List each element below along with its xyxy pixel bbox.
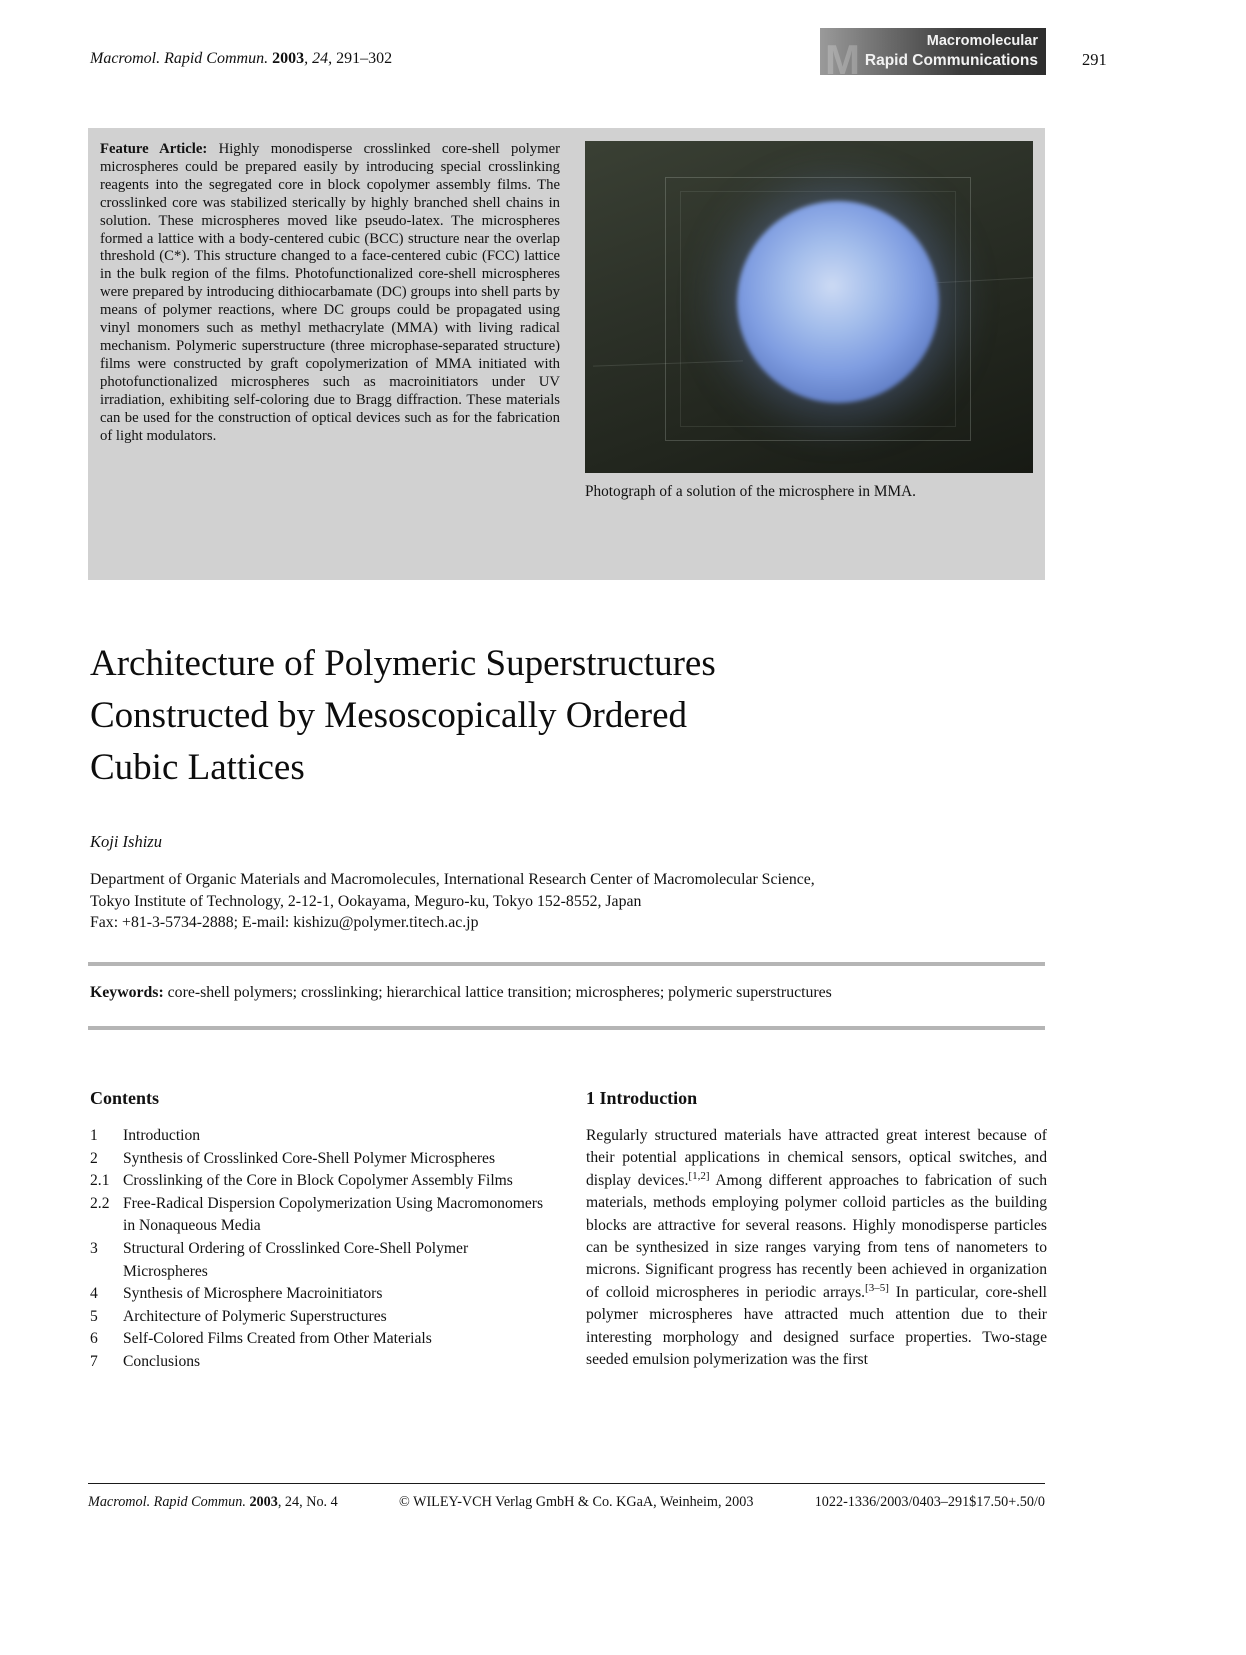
journal-logo bbox=[820, 28, 1046, 75]
contents-item-text: Structural Ordering of Crosslinked Core-Shell Polymer Microspheres bbox=[123, 1239, 469, 1280]
abstract-body: Highly monodisperse crosslinked core-shell polymer microspheres could be prepared easily by introducing special crosslinking reagents into the segregated core in block copolymer assembly films. The crosslinked core was stabilized sterically by highly branched shell chains in solution. These microspheres moved like pseudo-latex. The microspheres formed a lattice with a body-centered cubic (BCC) structure near the overlap threshold (C*). This structure changed to a face-centered cubic (FCC) lattice in the bulk region of the films. Photofunctionalized core-shell microspheres were prepared by introducing dithiocarbamate (DC) groups into shell parts by means of polymer reactions, where DC groups could be propagated using vinyl monomers such as methyl methacrylate (MMA) with living radical mechanism. Polymeric superstructure (three microphase-separated structure) films were constructed by graft copolymerization of MMA initiated with photofunctionalized microspheres such as macroinitiators under UV irradiation, exhibiting self-coloring due to Bragg diffraction. These materials can be used for the construction of optical devices such as for the fabrication of light modulators. bbox=[100, 141, 560, 444]
contents-item-number: 4 bbox=[90, 1285, 98, 1303]
figure-caption: Photograph of a solution of the microsphere in MMA. bbox=[585, 483, 916, 500]
contents-item bbox=[90, 1148, 556, 1171]
contents-item-number: 6 bbox=[90, 1330, 98, 1348]
figure-column bbox=[585, 141, 1033, 566]
affiliation-line-1: Department of Organic Materials and Macromolecules, International Research Center of Macromolecular Science, bbox=[90, 871, 815, 888]
contents-column bbox=[90, 1088, 556, 1374]
header-journal-volume: , 24 bbox=[304, 50, 329, 67]
contents-item bbox=[90, 1238, 556, 1283]
contents-heading: Contents bbox=[90, 1088, 160, 1108]
divider-rule-bottom bbox=[88, 1026, 1045, 1030]
contents-item-number: 3 bbox=[90, 1239, 98, 1257]
footer-issn-code: 1022-1336/2003/0403–291$17.50+.50/0 bbox=[814, 1494, 1045, 1510]
contents-item-number: 2.2 bbox=[90, 1194, 110, 1212]
abstract-box bbox=[88, 128, 1045, 580]
contents-item bbox=[90, 1306, 556, 1329]
contents-item-number: 5 bbox=[90, 1307, 98, 1325]
footer bbox=[88, 1494, 1045, 1511]
microsphere-photo bbox=[585, 141, 1033, 473]
keywords-label: Keywords: bbox=[90, 984, 164, 1001]
contents-item bbox=[90, 1328, 556, 1351]
abstract-label: Feature Article: bbox=[100, 141, 208, 157]
author-name: Koji Ishizu bbox=[90, 832, 162, 851]
citation-ref-2: [3–5] bbox=[865, 1281, 889, 1294]
contents-item bbox=[90, 1351, 556, 1374]
contents-item-text: Architecture of Polymeric Superstructures bbox=[123, 1307, 387, 1325]
header-journal-year: 2003 bbox=[268, 50, 305, 67]
affiliation-line-2: Tokyo Institute of Technology, 2-12-1, Ookayama, Meguro-ku, Tokyo 152-8552, Japan bbox=[90, 892, 642, 910]
contents-item-number: 2 bbox=[90, 1149, 98, 1167]
contents-item bbox=[90, 1193, 556, 1238]
contents-item-number: 1 bbox=[90, 1127, 98, 1144]
contents-item-number: 2.1 bbox=[90, 1172, 110, 1190]
contents-list bbox=[90, 1125, 556, 1374]
contents-item-text: Free-Radical Dispersion Copolymerization Using Macromonomers in Nonaqueous Media bbox=[123, 1194, 544, 1235]
page-number: 291 bbox=[1082, 50, 1107, 69]
title-line-1: Architecture of Polymeric Superstructures bbox=[90, 643, 716, 684]
header-journal-ref bbox=[90, 50, 392, 68]
affiliation-line-3: Fax: +81-3-5734-2888; E-mail: kishizu@polymer.titech.ac.jp bbox=[90, 914, 479, 931]
introduction-heading: 1 Introduction bbox=[586, 1088, 698, 1108]
logo-line-macromolecular: Macromolecular bbox=[926, 33, 1038, 49]
contents-item-text: Synthesis of Microsphere Macroinitiators bbox=[123, 1285, 383, 1303]
contents-item-text: Conclusions bbox=[123, 1352, 201, 1370]
affiliation bbox=[90, 869, 1045, 934]
abstract-text bbox=[100, 141, 560, 566]
keywords-text: core-shell polymers; crosslinking; hierarchical lattice transition; microspheres; polymeric superstructures bbox=[163, 984, 832, 1001]
intro-text-2: Among different approaches to fabrication of such materials, methods employing polymer colloid particles as the building blocks are attractive for several reasons. Highly monodisperse particles can be synthesized in size ranges varying from tens of nanometers to microns. Significant progress has recently been achieved in organization of colloid microspheres in periodic arrays. bbox=[586, 1171, 1048, 1301]
blue-microsphere bbox=[737, 201, 939, 403]
logo-watermark-m: M bbox=[825, 36, 860, 75]
contents-item-text: Crosslinking of the Core in Block Copolymer Assembly Films bbox=[123, 1172, 513, 1190]
title-line-3: Cubic Lattices bbox=[90, 747, 305, 788]
contents-item bbox=[90, 1125, 556, 1148]
logo-line-rapid-communications: Rapid Communications bbox=[864, 52, 1038, 69]
header-journal-name: Macromol. Rapid Commun. bbox=[90, 50, 269, 67]
body-columns bbox=[90, 1088, 1047, 1374]
intro-text-1: Regularly structured materials have attracted great interest because of their potential applications in chemical sensors, optical switches, and display devices. bbox=[586, 1127, 1047, 1189]
article-title bbox=[90, 638, 1010, 794]
footer-copyright: © WILEY-VCH Verlag GmbH & Co. KGaA, Weinheim, 2003 bbox=[399, 1494, 754, 1510]
contents-item-number: 7 bbox=[90, 1352, 98, 1370]
footer-rule bbox=[88, 1483, 1045, 1484]
footer-journal-year: 2003 bbox=[245, 1494, 278, 1510]
intro-text-3: In particular, core-shell polymer microspheres have attracted much attention due to their interesting morphology and designed surface properties. Two-stage seeded emulsion polymerization was the first bbox=[586, 1283, 1047, 1369]
contents-item bbox=[90, 1283, 556, 1306]
contents-item-text: Introduction bbox=[123, 1127, 201, 1144]
title-line-2: Constructed by Mesoscopically Ordered bbox=[90, 695, 687, 736]
footer-journal-issue: , 24, No. 4 bbox=[277, 1494, 338, 1510]
footer-journal-name: Macromol. Rapid Commun. bbox=[88, 1494, 246, 1510]
footer-journal-ref bbox=[88, 1494, 338, 1511]
introduction-column bbox=[586, 1088, 1047, 1374]
divider-rule-top bbox=[88, 962, 1045, 966]
contents-item bbox=[90, 1170, 556, 1193]
contents-item-text: Synthesis of Crosslinked Core-Shell Polymer Microspheres bbox=[123, 1149, 496, 1167]
introduction-paragraph bbox=[586, 1125, 1047, 1371]
citation-ref-1: [1,2] bbox=[688, 1169, 710, 1182]
contents-item-text: Self-Colored Films Created from Other Materials bbox=[123, 1330, 432, 1348]
keywords-line bbox=[90, 984, 1045, 1002]
logo-text bbox=[865, 32, 1038, 71]
header-journal-pages: , 291–302 bbox=[328, 50, 393, 67]
